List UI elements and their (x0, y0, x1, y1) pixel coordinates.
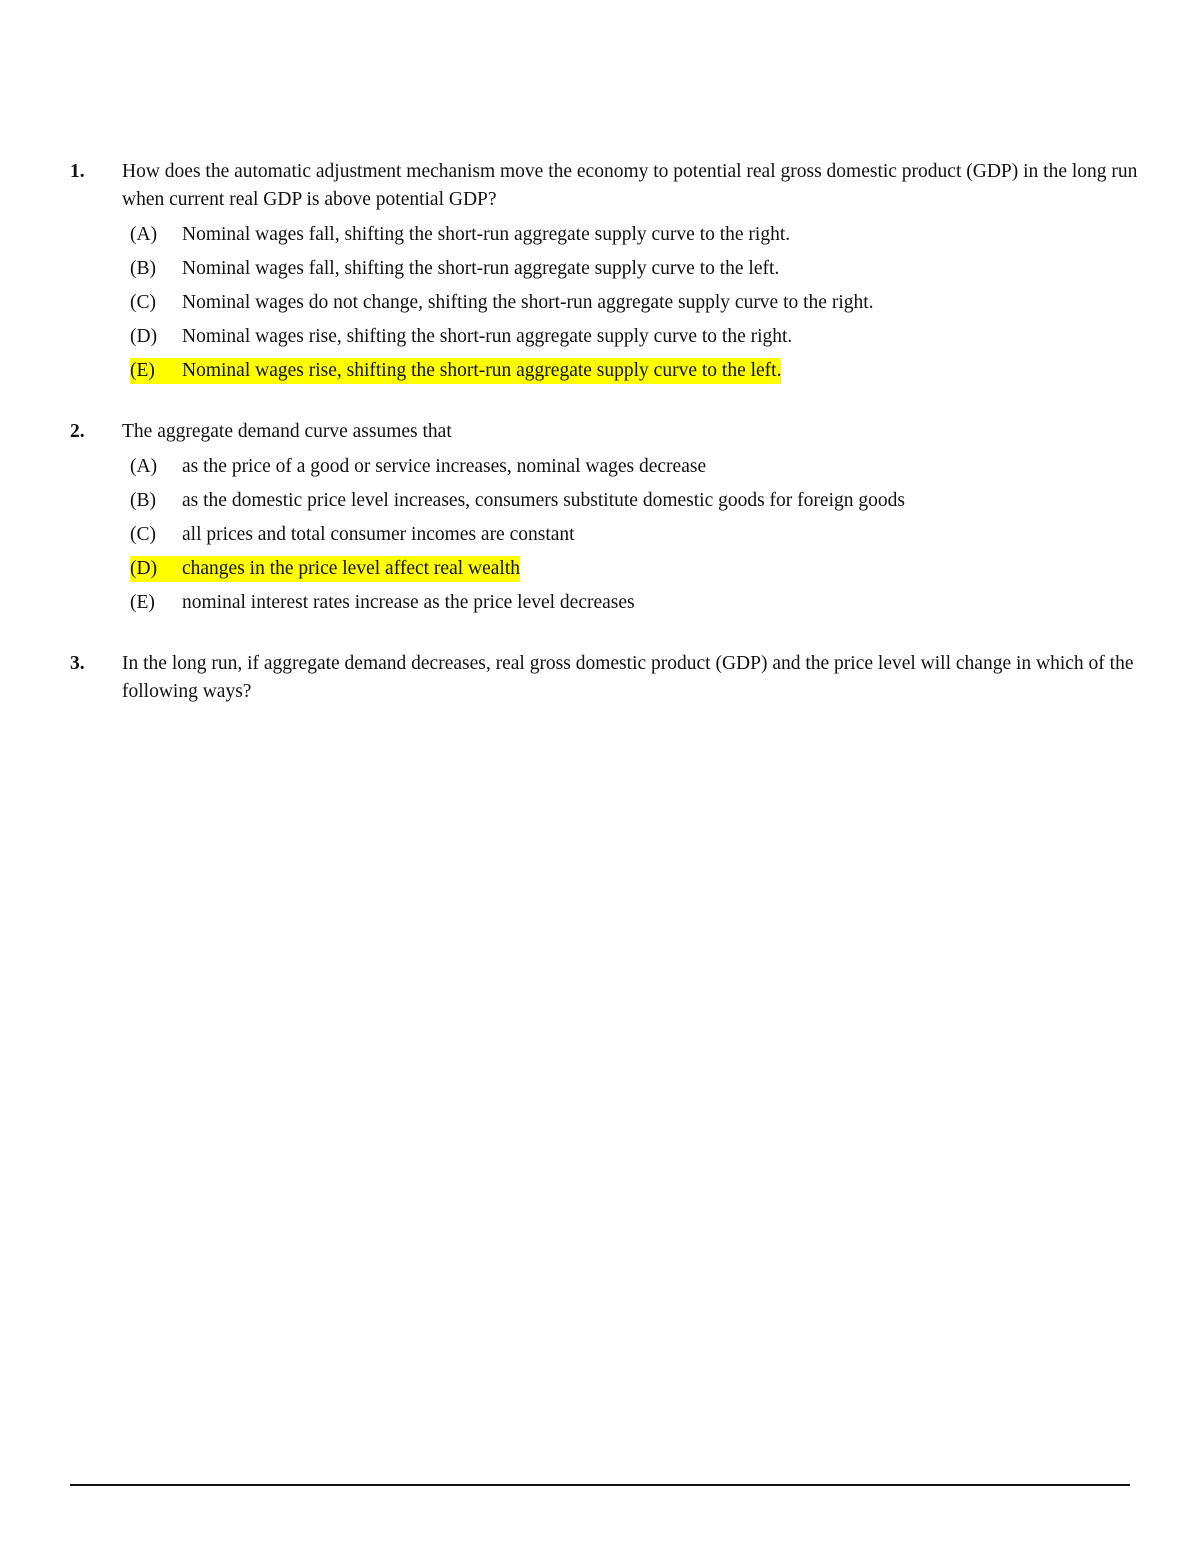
option-text: as the domestic price level increases, consumers substitute domestic goods for foreign goods (182, 490, 905, 511)
answer-option-c (70, 522, 1140, 556)
option-text: nominal interest rates increase as the price level decreases (182, 592, 635, 613)
answer-option-a (70, 222, 1140, 256)
question-stem (70, 158, 1140, 214)
footer-rule (70, 1484, 1130, 1486)
option-letter: (C) (130, 524, 156, 545)
option-letter: (A) (130, 456, 158, 477)
question-1 (70, 158, 1140, 392)
answer-options (70, 454, 1140, 624)
question-number: 1. (70, 161, 85, 182)
question-stem (70, 418, 1140, 446)
option-text: all prices and total consumer incomes are constant (182, 524, 575, 545)
option-text: changes in the price level affect real wealth (182, 558, 521, 579)
option-letter: (E) (130, 360, 155, 381)
option-letter: (A) (130, 224, 158, 245)
question-text: The aggregate demand curve assumes that (122, 421, 452, 442)
option-letter: (D) (130, 326, 158, 347)
answer-option-b (70, 488, 1140, 522)
answer-option-e (70, 590, 1140, 624)
answer-option-d (70, 556, 1140, 590)
answer-option-e (70, 358, 1140, 392)
question-number: 2. (70, 421, 85, 442)
question-stem (70, 650, 1140, 706)
highlighted-answer (130, 556, 520, 582)
option-text: Nominal wages fall, shifting the short-run aggregate supply curve to the left. (182, 258, 780, 279)
option-letter: (D) (130, 558, 158, 579)
option-text: as the price of a good or service increases, nominal wages decrease (182, 456, 707, 477)
question-text: How does the automatic adjustment mechanism move the economy to potential real gross domestic product (GDP) in the long run when current real GDP is above potential GDP? (122, 161, 1138, 210)
option-text: Nominal wages do not change, shifting the short-run aggregate supply curve to the right. (182, 292, 874, 313)
answer-options (70, 222, 1140, 392)
question-text: In the long run, if aggregate demand decreases, real gross domestic product (GDP) and the price level will change in which of the following ways? (122, 653, 1134, 702)
question-2 (70, 418, 1140, 624)
highlighted-answer (130, 358, 781, 384)
answer-option-a (70, 454, 1140, 488)
question-number: 3. (70, 653, 85, 674)
answer-option-d (70, 324, 1140, 358)
answer-option-b (70, 256, 1140, 290)
option-text: Nominal wages rise, shifting the short-run aggregate supply curve to the left. (182, 360, 782, 381)
option-letter: (C) (130, 292, 156, 313)
option-letter: (E) (130, 592, 155, 613)
option-letter: (B) (130, 490, 156, 511)
answer-option-c (70, 290, 1140, 324)
option-text: Nominal wages rise, shifting the short-run aggregate supply curve to the right. (182, 326, 793, 347)
option-text: Nominal wages fall, shifting the short-run aggregate supply curve to the right. (182, 224, 791, 245)
option-letter: (B) (130, 258, 156, 279)
question-3 (70, 650, 1140, 706)
